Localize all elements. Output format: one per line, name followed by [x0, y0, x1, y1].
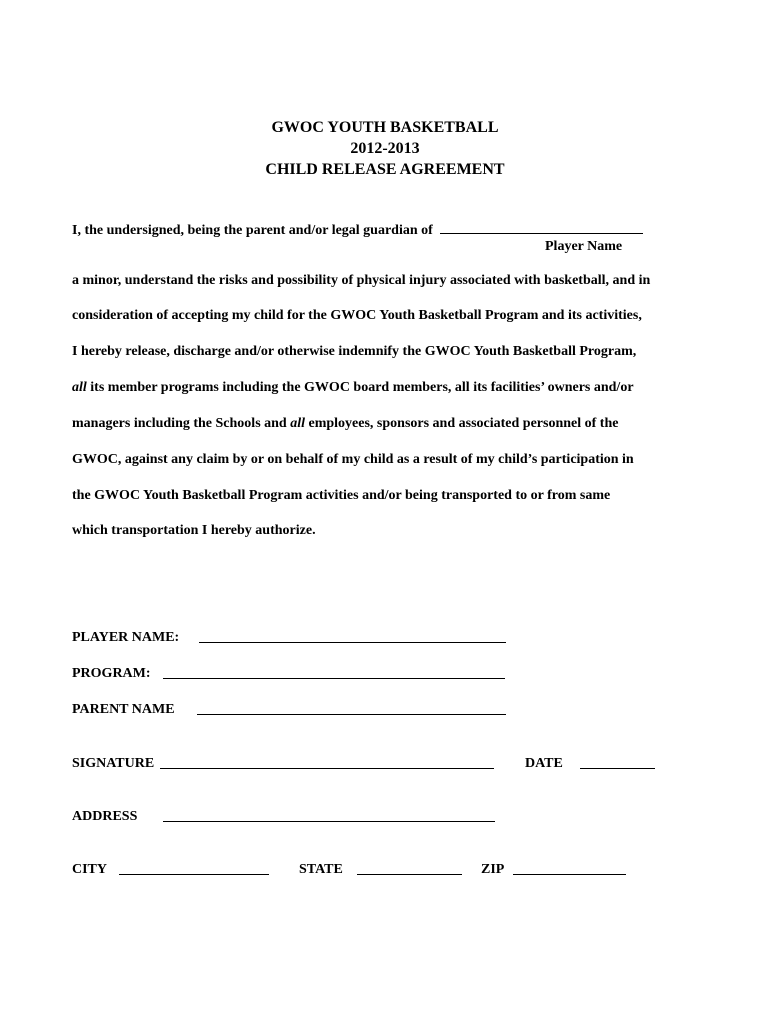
agreement-line-8: which transportation I hereby authorize. [72, 523, 316, 538]
player-name-field[interactable] [199, 629, 506, 643]
title-document: CHILD RELEASE AGREEMENT [265, 161, 505, 178]
emphasis-all: all [290, 416, 305, 431]
address-label: ADDRESS [72, 809, 138, 824]
intro-text: I, the undersigned, being the parent and/or legal guardian of [72, 223, 433, 238]
agreement-line-2: consideration of accepting my child for the GWOC Youth Basketball Program and its activities, [72, 308, 642, 323]
agreement-line-5-rest: employees, sponsors and associated personnel of the [305, 416, 619, 431]
date-label: DATE [525, 756, 563, 771]
agreement-line-6: GWOC, against any claim by or on behalf of my child as a result of my child’s participation in [72, 452, 634, 467]
player-name-caption: Player Name [545, 239, 623, 254]
state-field[interactable] [357, 861, 462, 875]
agreement-line-4 [72, 379, 634, 397]
city-label: CITY [72, 862, 108, 877]
signature-field[interactable] [160, 755, 494, 769]
title-season: 2012-2013 [350, 140, 420, 157]
agreement-line-1: a minor, understand the risks and possibility of physical injury associated with basketball, and in [72, 273, 651, 288]
program-label: PROGRAM: [72, 666, 151, 681]
parent-name-field[interactable] [197, 701, 506, 715]
state-label: STATE [299, 862, 343, 877]
guardian-player-name-field[interactable] [440, 220, 643, 234]
address-field[interactable] [163, 808, 495, 822]
signature-label: SIGNATURE [72, 756, 155, 771]
zip-label: ZIP [481, 862, 505, 877]
date-field[interactable] [580, 755, 655, 769]
program-field[interactable] [163, 665, 505, 679]
intro-line [72, 220, 643, 240]
agreement-line-4-text: its member programs including the GWOC board members, all its facilities’ owners and/or [86, 380, 634, 395]
player-name-label: PLAYER NAME: [72, 630, 180, 645]
agreement-line-3: I hereby release, discharge and/or otherwise indemnify the GWOC Youth Basketball Program, [72, 344, 637, 359]
zip-field[interactable] [513, 861, 626, 875]
agreement-line-5-start: managers including the Schools and [72, 416, 291, 431]
agreement-line-5 [72, 415, 618, 433]
parent-name-label: PARENT NAME [72, 702, 175, 717]
title-league: GWOC YOUTH BASKETBALL [271, 119, 499, 136]
emphasis-all: all [72, 380, 87, 395]
agreement-line-7: the GWOC Youth Basketball Program activities and/or being transported to or from same [72, 488, 611, 503]
city-field[interactable] [119, 861, 269, 875]
